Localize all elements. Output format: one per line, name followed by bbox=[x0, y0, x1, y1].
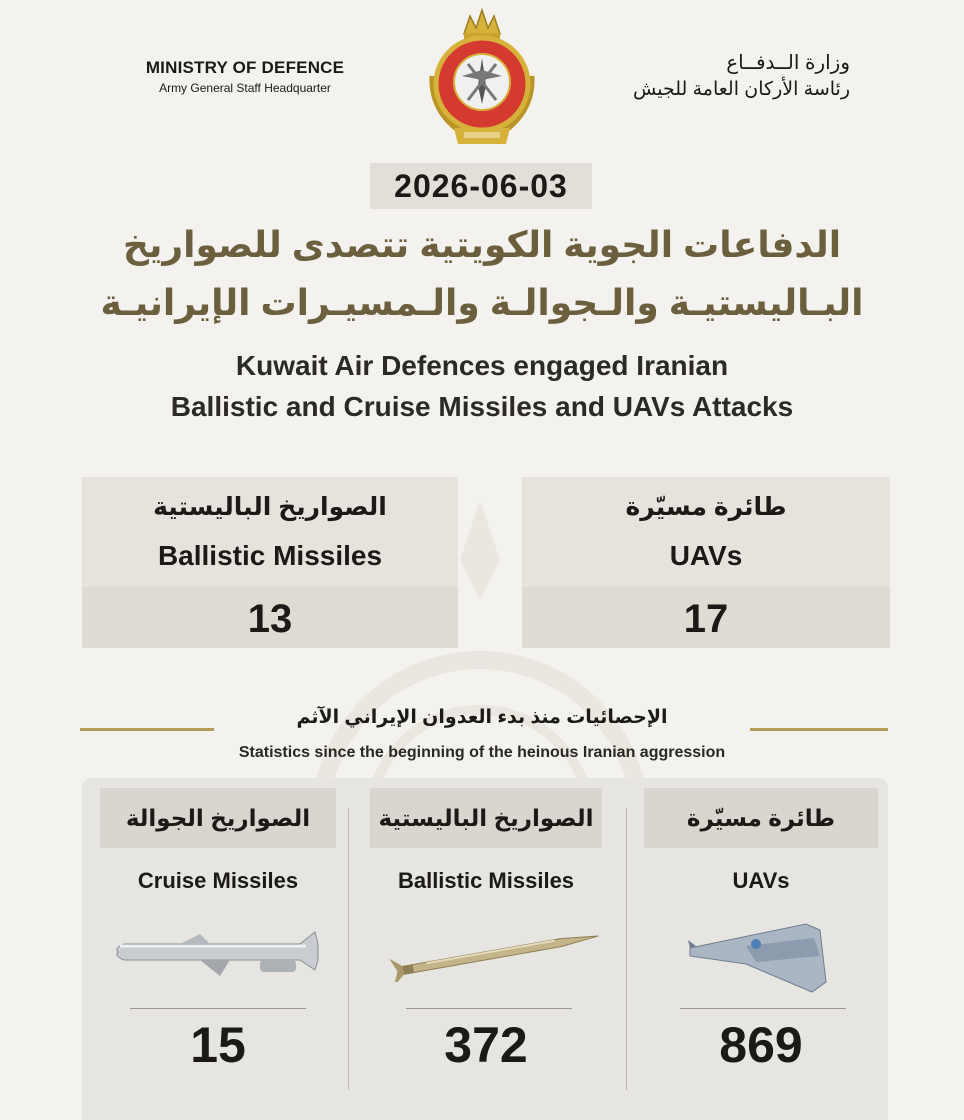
cruise-label-ar: الصواريخ الجوالة bbox=[125, 805, 311, 831]
date-text: 2026-06-03 bbox=[394, 168, 568, 204]
today-ballistic-value: 13 bbox=[247, 597, 293, 641]
cruise-label-en: Cruise Missiles bbox=[137, 868, 299, 893]
headline-en-line2: Ballistic and Cruise Missiles and UAVs Attacks bbox=[170, 391, 794, 422]
today-uav-label-ar: طائرة مسيّرة bbox=[625, 493, 787, 521]
ministry-title-en: MINISTRY OF DEFENCE bbox=[145, 58, 345, 77]
headline-en-line1: Kuwait Air Defences engaged Iranian bbox=[235, 350, 729, 381]
ministry-title-ar: وزارة الــدفــاع bbox=[726, 52, 850, 74]
ballistic-label-en: Ballistic Missiles bbox=[397, 868, 575, 893]
today-ballistic-label-en: Ballistic Missiles bbox=[157, 540, 383, 571]
stats-section-title-en: Statistics since the beginning of the heinous Iranian aggression bbox=[238, 744, 726, 761]
today-ballistic-label-ar: الصواريخ الباليستية bbox=[153, 493, 387, 521]
uav-value: 869 bbox=[719, 1017, 803, 1073]
today-uav-value: 17 bbox=[683, 597, 729, 641]
column-divider bbox=[348, 808, 349, 1090]
uav-underline bbox=[680, 1008, 846, 1009]
cruise-underline bbox=[130, 1008, 306, 1009]
headline-ar-line2: البـاليستيـة والـجوالـة والـمسيـرات الإيرانيـة bbox=[100, 282, 864, 323]
stats-section-title-ar: الإحصائيات منذ بدء العدوان الإيراني الآثم bbox=[296, 707, 668, 728]
uav-label-ar: طائرة مسيّرة bbox=[686, 805, 836, 831]
ministry-subtitle-ar: رئاسة الأركان العامة للجيش bbox=[633, 79, 850, 100]
kuwait-army-emblem-icon bbox=[414, 6, 550, 152]
column-divider bbox=[626, 808, 627, 1090]
cruise-value: 15 bbox=[190, 1017, 246, 1073]
today-uav-label-en: UAVs bbox=[669, 540, 743, 571]
uav-label-en: UAVs bbox=[732, 868, 790, 893]
ballistic-missile-icon bbox=[386, 926, 606, 982]
section-divider-left bbox=[80, 728, 214, 731]
headline-ar-line1: الدفاعات الجوية الكويتية تتصدى للصواريخ bbox=[122, 224, 842, 265]
ballistic-value: 372 bbox=[444, 1017, 528, 1073]
uav-drone-icon bbox=[686, 916, 834, 996]
cruise-missile-icon bbox=[110, 926, 320, 980]
ballistic-underline bbox=[406, 1008, 572, 1009]
section-divider-right bbox=[750, 728, 888, 731]
ballistic-label-ar: الصواريخ الباليستية bbox=[378, 805, 594, 831]
ministry-subtitle-en: Army General Staff Headquarter bbox=[159, 81, 331, 95]
